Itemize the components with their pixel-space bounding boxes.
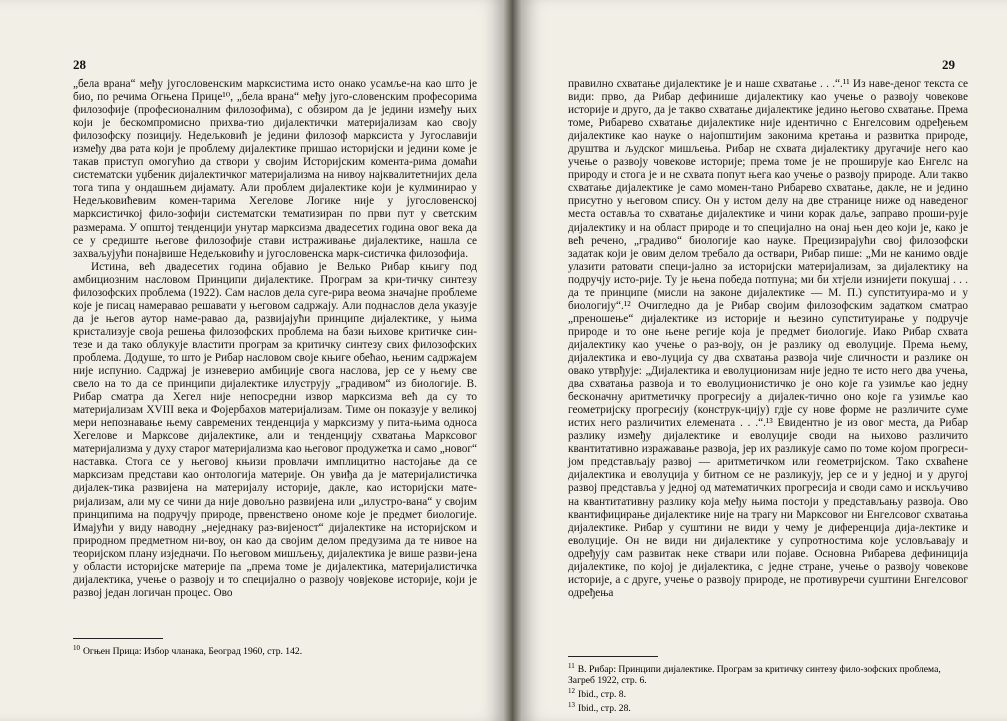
footnote-text: В. Рибар: Принципи дијалектике. Програм за критичку синтезу фило-зофских проблема, Загреб 1922, стр. 6. — [568, 664, 941, 687]
right-page — [522, 0, 1007, 721]
footnote — [568, 686, 968, 700]
footnotes — [568, 650, 968, 715]
footnote-mark: 12 — [568, 687, 575, 696]
footnote-mark: 13 — [568, 701, 575, 710]
footnote — [568, 661, 968, 686]
book-gutter — [503, 0, 522, 721]
footnote-mark: 11 — [568, 662, 575, 670]
footnote-mark: 10 — [73, 644, 80, 652]
paragraph: Истина, већ двадесетих година објавио је Велько Рибар књигу под амбициозним насловом Принципи дијалектике. Програм за кри-тичку синтезу филозофских проблема (1922). Сам наслов дела сугe-рира веома значајне проблеме које је писац намеравао решавати у његовом садржају. Али поднаслов дела указује да је његов аутор наме-равао да, развијајући принципе дијалектике, у њима кристализује своја решења филозофских проблема на бази њихове критичке син-тезе и да тако облукује властити програм за критичку синтезу свих филозофских проблема. Додуше, то што је Рибар насловом своје књиге обећао, њеним садржајем није испунио. Садржај је изневерио амбиције свога наслова, јер се у њему све свело на то да се принципи дијалектике илуструју „градивом“ из биологије. В. Рибар сматра да Хегел није непосредни извор марксизма већ да су то материјализам XVIII века и Фојербахов материјализам. Тиме он показује у великој мери непознавање њему савремених тенденција у марксизму у пита-њима односа Хегелове и Марксове дијалектике, али и тенденцију схватања Марксовог материјализма у духу старог материјализма као његовог продужетка и само „новог“ наставка. Стога се у његовој књизи провлачи имплицитно настојање да се марксизам представи као онтологија материје. Он увиђа да је материјалистичка дијалек-тика развијена на материјалу историје, дакле, као историјски мате-ријализам, али му се чини да није довољно развијена или „илустро-вана“ у својим принципима на подручју природе, првенствено онoме које је предмет биологије. Имајући у виду наводну „неједнаку раз-вијеност“ дијалектике на историјском и природном предметном ни-воу, он као да својим делом предузима да те нивое на теоријском плану изједначи. По његовом мишљењу, дијалектика је више разви-јена у области историјске материје па „према томе је дијалектика, материјалистичка дијалектика, учење о развоју и то специјално о развоју човјековe историје, који је развој један логичан процес. Ово — [73, 260, 477, 599]
footnote — [73, 643, 477, 657]
footnote-rule — [568, 656, 658, 657]
left-page — [0, 0, 503, 721]
paragraph: правилно схватање дијалектике је и наше схватање . . .“.¹¹ Из наве-деног текста се види: прво, да Рибар дефинише дијалектику као учење о развоју човековe историје и друго, да је такво схватање дијалектике једино његово схватање. Према томе, Рибарево схватање дијалектике није идентично с Енгелсовим одређењем дијалектике као науке о најопштијим законима кретања и развитка природе, друштва и људског мишљења. Рибар не схвата дијалектику другачије него као учење о развоју човековe историје; према томе је не проширује као Енгелс на природу и стога је и не схвата попут њега као учење о развоју природе. Али такво схватање дијалектике је само момен-тано Рибарево схватање, дакле, не и једино присутно у његовом спису. Он у истом делу на две странице ниже од наведеног места оставља то схватање дијалектике и чини корак даље, заправо прoши-рује дијалектику и на област природе и то специјално на онај њен део који је, како је већ речено, „градиво“ биологије као науке. Прецизирајући свој филозофски задатак који је овим делом требало да оствари, Рибар пише: „Ми не канимо овдје улазити ратовати специ-јално за историјски материјализам, за дијалектику на подручју исто-рије. Ту је њена победа потпуна; ми би хтјели изнијети покушај . . . да те принципе (мисли на законе дијалектике — М. П.) супституира-мо и у биологију“.¹² Очигледно да је Рибар својим филозофским задатком сматрао „преношење“ дијалектике из историје и њезино супституирање у подручје природе и то оне њене регије која је предмет биологије. Иако Рибар схвата дијалектику као учење о раз-воју, он је разлику од еволуције. Према њему, дијалектика и ево-луција су два схватања развоја чије сличности и разлике он овако утврђује: „Дијалектика и еволуционизам није једно те исто него два учења, два схватања развоја и то еволуционистичко је оно које га узимље као једну бескoначну аритметичку прогресију а дијалек-тично оно које га узимље као геометријску прогресију (конструк-цију) гдје су нове форме не различите суме истих него различитих елемената . . .“.¹³ Евидентно је из овог места, да Рибар разлику између дијалектике и еволуције своди на њихово различито квантитативно изражавање развоја, јер их разликује само по томе којом прогреси-јом представљају развој — аритметичком или геометријском. Тако схваћене дијалектика и еволуција у битном се не разликују, јер се и у једној и у другој развој представља у једној од математичких прогресија и своди само и искључиво на квантитативну разлику која међу њима постоји у представљању развоја. Ово квантифицирање дијалектике није на трагу ни Марксовог ни Енгелсовог схватања дијалектике. Рибар у суштини не види у чему је диференција дија-лектике и еволуције. Он не види ни дијалектике у супротностима које условљавају и одређују сам развитак неке ствари или појаве. Основна Рибарева дефиниција дијалектике, по којој је дијалектика, с једне стране, учење о развоју човековe историје, а с друге, учење о развоју природе, не противуречи суштини Енгелсовог одређења — [568, 78, 968, 599]
page-number: 29 — [942, 57, 955, 72]
footnote-text: Огњен Прица: Избор чланака, Београд 1960, стр. 142. — [83, 646, 303, 658]
page-number: 28 — [73, 57, 86, 72]
body-text — [73, 78, 477, 600]
paragraph: „бела врана“ међу југословенским марксистима исто онако усамље-на као што је био, по речима Огњена Прице¹⁰, „бела врана“ међу југо-словенским професорима филозофије (професионалним филозофима), с обзиром да је једини између њих који је бескомпромисно прихва-тио дијалектички материјализам као своју филозофску позицију. Недељковић је једини филозоф марксиста у Југославији између два рата који је проблему дијалектике пришао историјски и једини коме је такав приступ омогућио да створи у своjим Историјским коментa-рима домаћи систематски уџбеник дијалектичког материјализма на нивоу најквалитетнијих дела тога типа у ондашњем дијамату. Али проблем дијалектике који је кулминирао у Недељковићевим комен-тарима Хегелове Логике није у југословенској марксистичкој фило-зофији систематски тематизиран по први пут у светским размерама. У општој тенденцији унутар марксизма двадесетих година овог века да се у средиште његове филозофије стави истраживање дијалектике, нашла се захваљујући понајвише Недељковићу и југословенска марк-систичка филозофија. — [73, 78, 477, 260]
footnote-text: Ibid., стр. 28. — [578, 703, 631, 715]
footnote-rule — [73, 638, 163, 639]
body-text — [568, 78, 968, 600]
footnote — [568, 700, 968, 714]
footnote-text: Ibid., стр. 8. — [578, 689, 627, 701]
footnotes — [73, 632, 477, 657]
